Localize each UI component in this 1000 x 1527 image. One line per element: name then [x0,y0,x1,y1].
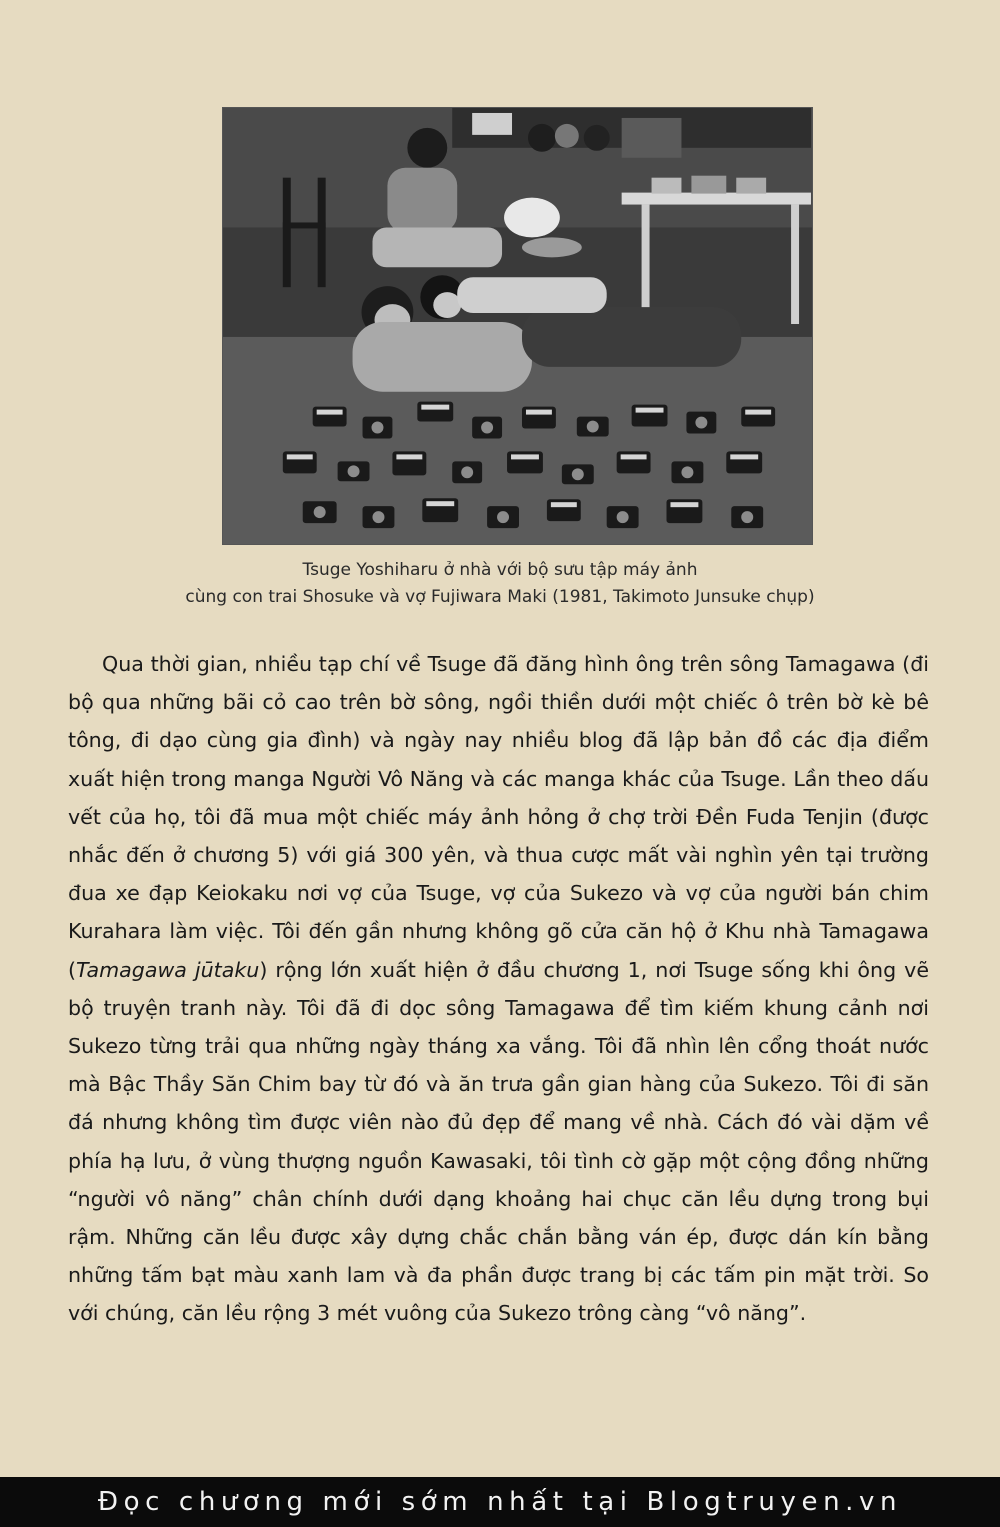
paragraph-text-part-1: Qua thời gian, nhiều tạp chí về Tsuge đã đăng hình ông trên sông Tamagawa (đi bộ qua những bãi cỏ cao trên bờ sông, ngồi thiền dưới một chiếc ô trên bờ kè bê tông, đi dạo cùng gia đình) và ngày nay nhiều blog đã lập bản đồ các địa điểm xuất hiện trong manga Người Vô Năng và các manga khác của Tsuge. Lần theo dấu vết của họ, tôi đã mua một chiếc máy ảnh hỏng ở chợ trời Đền Fuda Tenjin (được nhắc đến ở chương 5) với giá 300 yên, và thua cược mất vài nghìn yên tại trường đua xe đạp Keiokaku nơi vợ của Tsuge, vợ của Sukezo và vợ của người bán chim Kurahara làm việc. Tôi đến gần nhưng không gõ cửa căn hộ ở Khu nhà Tamagawa ( [68,652,929,982]
paragraph-italic-term: Tamagawa jūtaku [76,957,260,982]
footer-text: Đọc chương mới sớm nhất tại Blogtruyen.vn [97,1487,903,1517]
caption-line-1: Tsuge Yoshiharu ở nhà với bộ sưu tập máy ảnh [302,560,698,580]
photo-caption [0,557,1000,611]
paragraph-text-part-2: ) rộng lớn xuất hiện ở đầu chương 1, nơi Tsuge sống khi ông vẽ bộ truyện tranh này. Tôi đã đi dọc sông Tamagawa để tìm kiếm khung cảnh nơi Sukezo từng trải qua những ngày tháng xa vắng. Tôi đã nhìn lên cổng thoát nước mà Bậc Thầy Săn Chim bay từ đó và ăn trưa gần gian hàng của Sukezo. Tôi đi săn đá nhưng không tìm được viên nào đủ đẹp để mang về nhà. Cách đó vài dặm về phía hạ lưu, ở vùng thượng nguồn Kawasaki, tôi tình cờ gặp một cộng đồng những “người vô năng” chân chính dưới dạng khoảng hai chục căn lều dựng trong bụi rậm. Những căn lều được xây dựng chắc chắn bằng ván ép, được dán kín bằng những tấm bạt màu xanh lam và đa phần được trang bị các tấm pin mặt trời. So với chúng, căn lều rộng 3 mét vuông của Sukezo trông càng “vô năng”. [68,957,929,1326]
caption-line-2: cùng con trai Shosuke và vợ Fujiwara Maki (1981, Takimoto Junsuke chụp) [185,587,815,607]
photo-illustration [223,108,812,544]
photograph [222,107,813,545]
body-paragraph [68,645,929,1333]
footer-banner [0,1477,1000,1527]
